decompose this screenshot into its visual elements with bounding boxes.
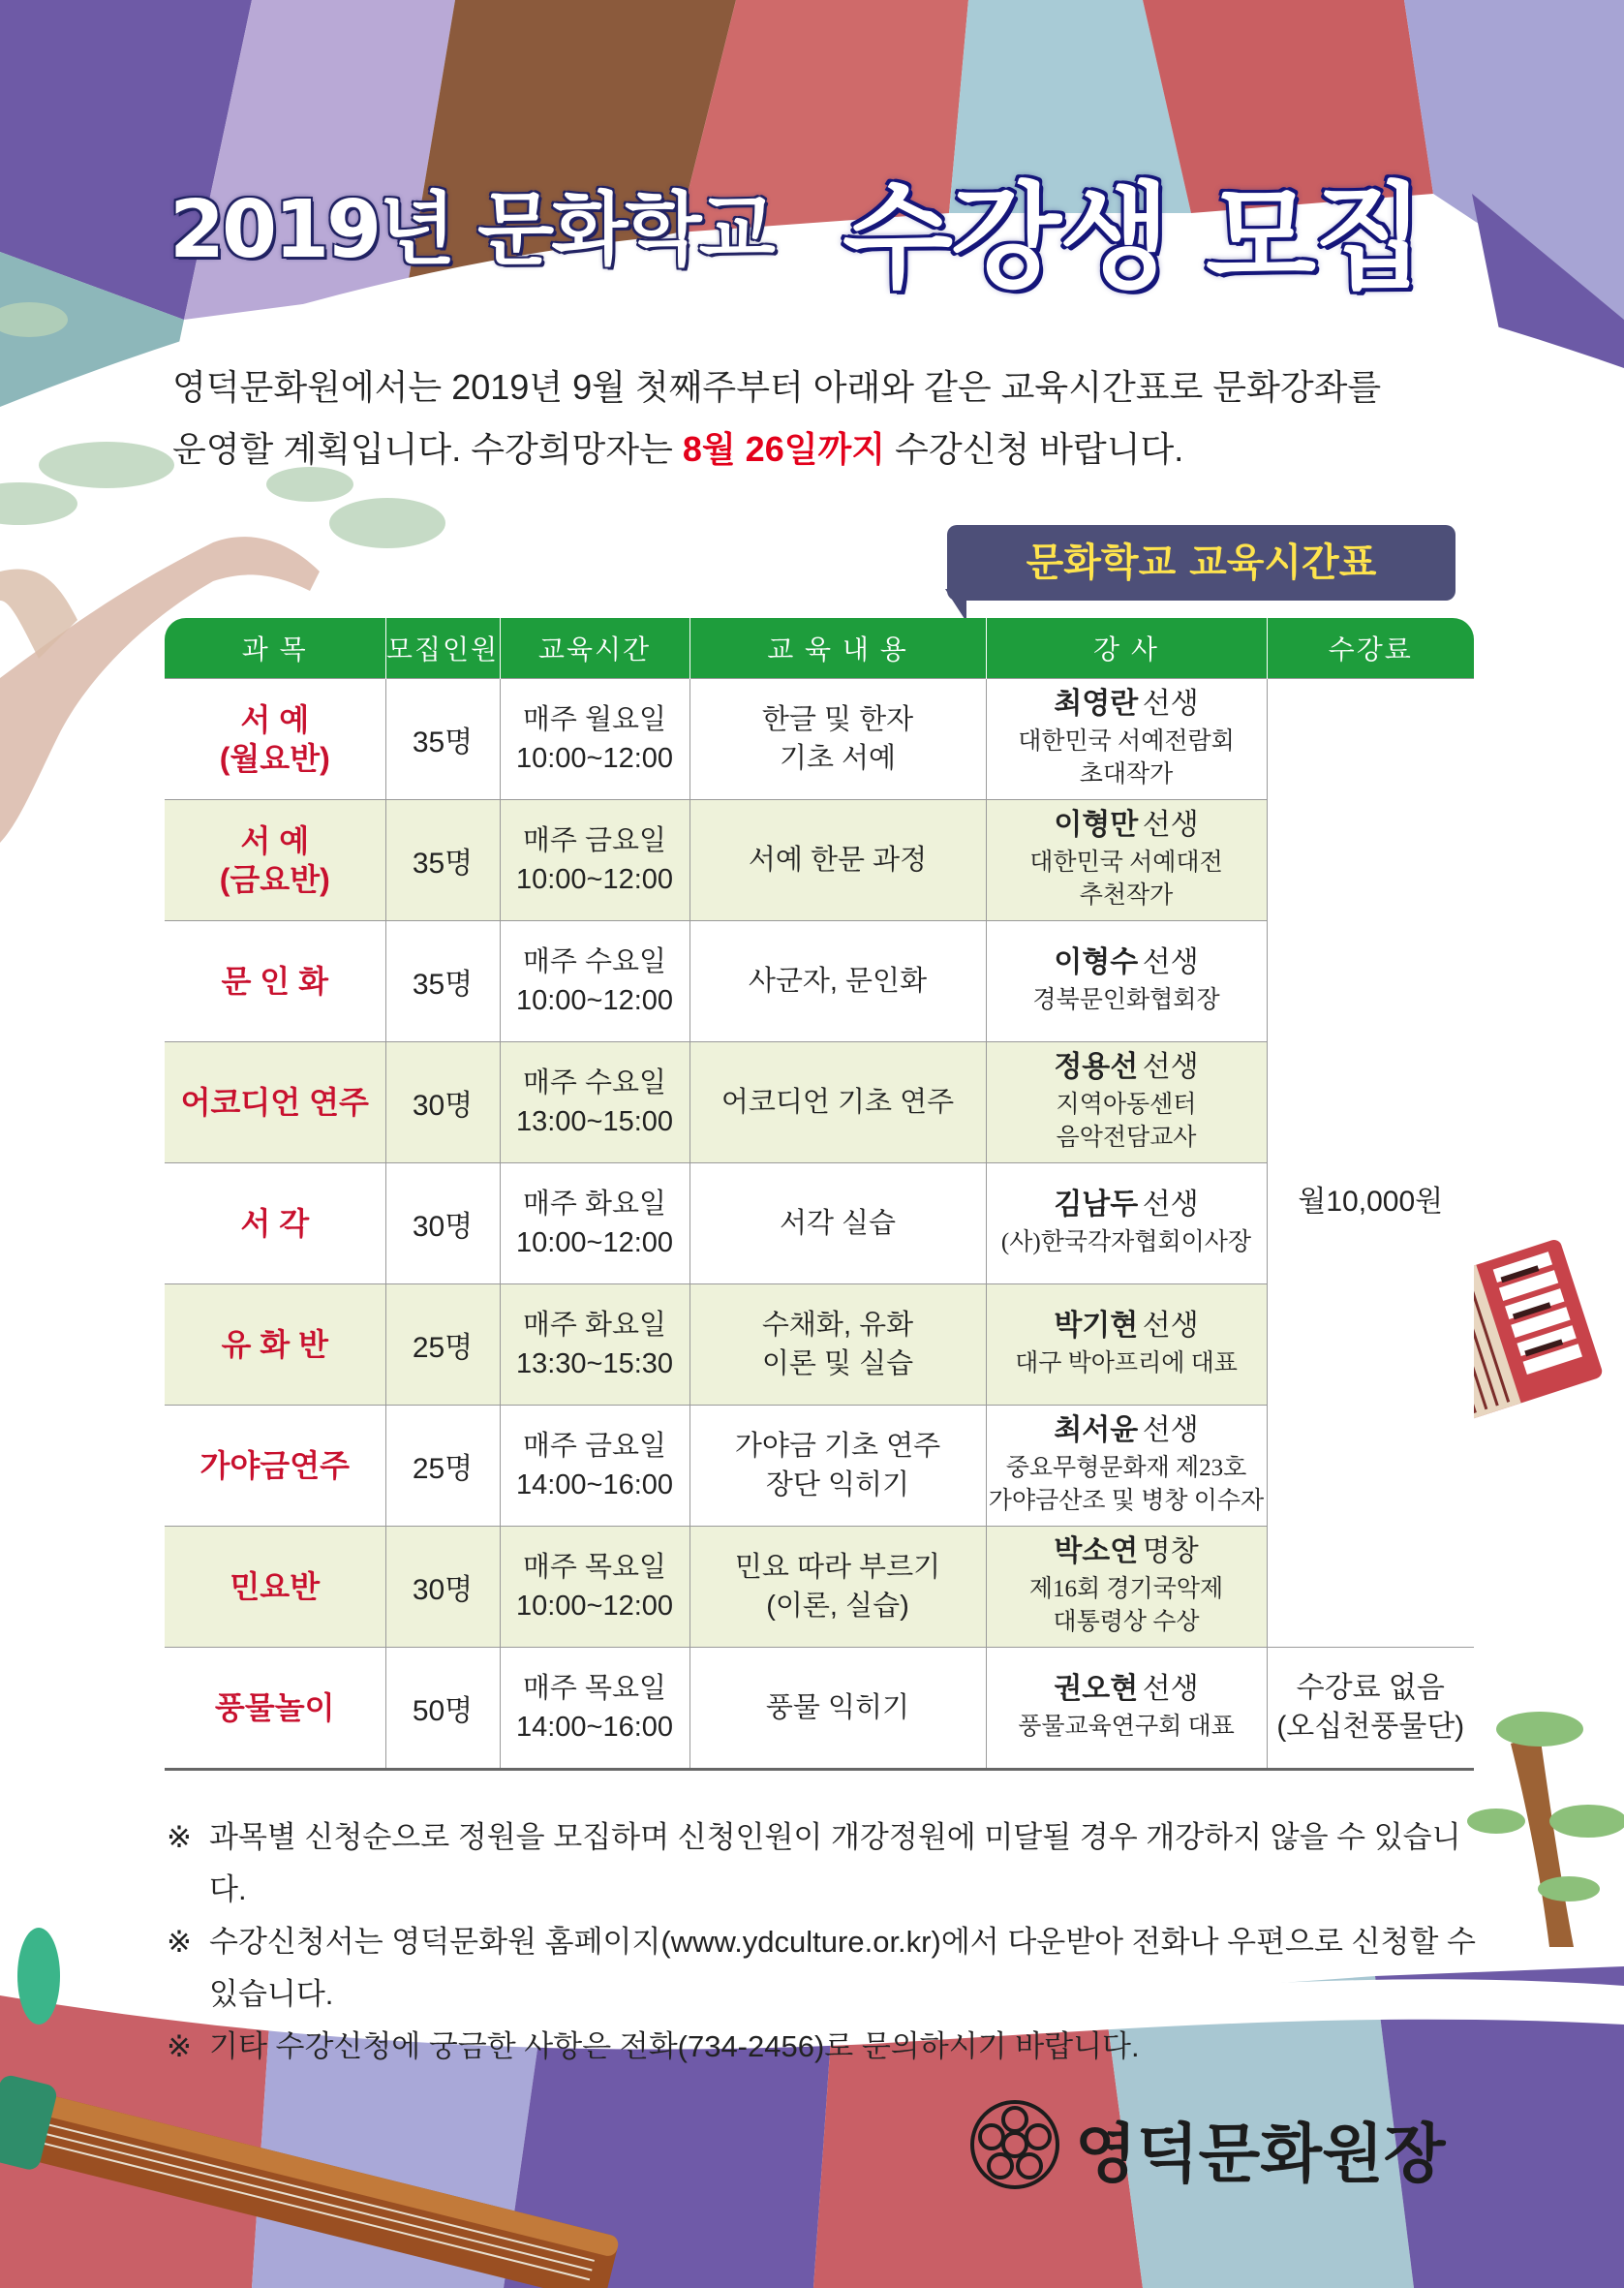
subject-cell: 가야금연주 bbox=[165, 1406, 385, 1527]
note-text: 과목별 신청순으로 정원을 모집하며 신청인원이 개강정원에 미달될 경우 개강하지 않을 수 있습니다. bbox=[209, 1820, 1461, 1906]
instructor-cell bbox=[986, 1648, 1267, 1770]
content-line-2: 기초 서예 bbox=[779, 743, 897, 774]
time-day: 매주 수요일 bbox=[522, 946, 667, 977]
content-cell: 서각 실습 bbox=[689, 1163, 986, 1284]
title-recruitment: 수강생 모집 bbox=[843, 170, 1424, 304]
time-day: 매주 화요일 bbox=[522, 1189, 667, 1220]
content-line-2: (이론, 실습) bbox=[766, 1591, 909, 1622]
subject-cell bbox=[165, 679, 385, 800]
fee-free-group: (오십천풍물단) bbox=[1276, 1711, 1465, 1743]
instructor-title: 선생 bbox=[1142, 1050, 1199, 1083]
content-line-2: 장단 익히기 bbox=[765, 1469, 910, 1500]
content-cell bbox=[689, 1284, 986, 1406]
instructor-affiliation-1: 지역아동센터 bbox=[1056, 1091, 1197, 1118]
timetable bbox=[165, 618, 1474, 1771]
time-day: 매주 목요일 bbox=[522, 1552, 667, 1583]
intro-line-1: 영덕문화원에서는 2019년 9월 첫째주부터 아래와 같은 교육시간표로 문화강좌를 bbox=[172, 367, 1382, 407]
instructor-name: 권오현 bbox=[1054, 1672, 1139, 1705]
time-day: 매주 수요일 bbox=[522, 1067, 667, 1098]
capacity-cell: 50명 bbox=[385, 1648, 500, 1770]
time-day: 매주 월요일 bbox=[522, 704, 667, 735]
instructor-cell bbox=[986, 1163, 1267, 1284]
instructor-name: 김남두 bbox=[1054, 1188, 1139, 1221]
instructor-cell bbox=[986, 1527, 1267, 1648]
content-line-1: 수채화, 유화 bbox=[761, 1310, 914, 1341]
time-cell bbox=[500, 1406, 689, 1527]
capacity-cell: 25명 bbox=[385, 1284, 500, 1406]
content-cell: 풍물 익히기 bbox=[689, 1648, 986, 1770]
organization-signature bbox=[968, 2092, 1511, 2199]
timetable-badge bbox=[947, 525, 1455, 601]
time-cell bbox=[500, 800, 689, 921]
instructor-affiliation-1: 풍물교육연구회 대표 bbox=[1018, 1713, 1235, 1740]
instructor-name: 최영란 bbox=[1054, 687, 1139, 720]
note-text: 수강신청서는 영덕문화원 홈페이지(www.ydculture.or.kr)에서 다운받아 전화나 우편으로 신청할 수 있습니다. bbox=[209, 1925, 1476, 2011]
note-item bbox=[167, 1811, 1484, 1916]
page-title bbox=[0, 145, 1624, 320]
content-line-1: 한글 및 한자 bbox=[761, 704, 914, 735]
note-mark: ※ bbox=[167, 1925, 192, 1959]
time-hours: 13:00~15:00 bbox=[515, 1106, 674, 1137]
subject-name: 서 예 bbox=[240, 823, 310, 858]
subject-cell: 어코디언 연주 bbox=[165, 1042, 385, 1163]
fee-cell-last bbox=[1267, 1648, 1474, 1770]
capacity-cell: 35명 bbox=[385, 679, 500, 800]
header-fee: 수강료 bbox=[1267, 618, 1474, 679]
timetable-header-row bbox=[165, 618, 1474, 679]
instructor-name: 최서윤 bbox=[1054, 1413, 1139, 1446]
fee-main: 월10,000원 bbox=[1298, 1186, 1444, 1218]
instructor-affiliation-1: 제16회 경기국악제 bbox=[1028, 1575, 1224, 1602]
content-cell bbox=[689, 1527, 986, 1648]
fee-free: 수강료 없음 bbox=[1296, 1672, 1445, 1704]
capacity-cell: 30명 bbox=[385, 1527, 500, 1648]
header-capacity: 모집인원 bbox=[385, 618, 500, 679]
time-cell bbox=[500, 921, 689, 1042]
instructor-cell bbox=[986, 1284, 1267, 1406]
header-subject: 과 목 bbox=[165, 618, 385, 679]
intro-line-2-post: 수강신청 바랍니다. bbox=[885, 429, 1184, 469]
intro-line-2 bbox=[172, 418, 1470, 480]
subject-cell: 서 각 bbox=[165, 1163, 385, 1284]
instructor-affiliation-2: 초대작가 bbox=[1079, 760, 1174, 788]
table-row bbox=[165, 1648, 1474, 1770]
instructor-title: 선생 bbox=[1142, 1309, 1199, 1342]
subject-cell: 유 화 반 bbox=[165, 1284, 385, 1406]
subject-sub: (금요반) bbox=[219, 862, 330, 897]
note-item bbox=[167, 1916, 1484, 2021]
instructor-affiliation-1: 경북문인화협회장 bbox=[1032, 986, 1220, 1013]
time-hours: 14:00~16:00 bbox=[515, 1469, 674, 1500]
capacity-cell: 25명 bbox=[385, 1406, 500, 1527]
note-text: 기타 수강신청에 궁금한 사항은 전화(734-2456)로 문의하시기 바랍니다. bbox=[209, 2029, 1140, 2063]
instructor-affiliation-2: 추천작가 bbox=[1079, 881, 1174, 909]
time-hours: 10:00~12:00 bbox=[515, 985, 674, 1016]
capacity-cell: 30명 bbox=[385, 1163, 500, 1284]
deadline-highlight: 8월 26일까지 bbox=[682, 429, 886, 469]
time-hours: 10:00~12:00 bbox=[515, 1591, 674, 1622]
header-content: 교 육 내 용 bbox=[689, 618, 986, 679]
content-cell: 사군자, 문인화 bbox=[689, 921, 986, 1042]
time-day: 매주 금요일 bbox=[522, 825, 667, 856]
instructor-affiliation-1: (사)한국각자협회이사장 bbox=[1000, 1228, 1252, 1255]
subject-cell: 풍물놀이 bbox=[165, 1648, 385, 1770]
time-day: 매주 금요일 bbox=[522, 1431, 667, 1462]
header-time: 교육시간 bbox=[500, 618, 689, 679]
instructor-cell bbox=[986, 921, 1267, 1042]
instructor-cell bbox=[986, 679, 1267, 800]
note-item bbox=[167, 2021, 1484, 2073]
instructor-affiliation-1: 대구 박아프리에 대표 bbox=[1015, 1349, 1238, 1376]
instructor-title: 선생 bbox=[1142, 687, 1199, 720]
time-hours: 13:30~15:30 bbox=[515, 1348, 674, 1379]
time-day: 매주 목요일 bbox=[522, 1673, 667, 1704]
instructor-cell bbox=[986, 1406, 1267, 1527]
time-hours: 10:00~12:00 bbox=[515, 864, 674, 895]
time-cell bbox=[500, 1042, 689, 1163]
content-cell bbox=[689, 1406, 986, 1527]
table-row bbox=[165, 679, 1474, 800]
notes bbox=[167, 1811, 1484, 2073]
content-line-1: 서예 한문 과정 bbox=[748, 845, 928, 876]
instructor-cell bbox=[986, 1042, 1267, 1163]
timetable-badge-label: 문화학교 교육시간표 bbox=[1026, 541, 1377, 585]
time-cell bbox=[500, 1284, 689, 1406]
capacity-cell: 30명 bbox=[385, 1042, 500, 1163]
instructor-affiliation-1: 중요무형문화재 제23호 bbox=[1005, 1454, 1247, 1481]
instructor-affiliation-2: 가야금산조 및 병창 이수자 bbox=[988, 1487, 1265, 1514]
instructor-name: 이형수 bbox=[1054, 945, 1139, 978]
time-cell bbox=[500, 679, 689, 800]
instructor-title: 선생 bbox=[1142, 1413, 1199, 1446]
instructor-affiliation-2: 대통령상 수상 bbox=[1053, 1608, 1200, 1635]
subject-name: 서 예 bbox=[240, 702, 310, 737]
culture-center-logo-icon bbox=[968, 2098, 1061, 2191]
instructor-title: 선생 bbox=[1142, 1188, 1199, 1221]
note-mark: ※ bbox=[167, 2029, 192, 2063]
content-cell: 어코디언 기초 연주 bbox=[689, 1042, 986, 1163]
instructor-affiliation-2: 음악전담교사 bbox=[1056, 1124, 1197, 1151]
content-cell bbox=[689, 800, 986, 921]
intro-line-2-pre: 운영할 계획입니다. 수강희망자는 bbox=[172, 429, 683, 469]
subject-sub: (월요반) bbox=[219, 741, 330, 776]
instructor-affiliation-1: 대한민국 서예전람회 bbox=[1018, 727, 1235, 755]
instructor-name: 이형만 bbox=[1054, 808, 1139, 841]
instructor-name: 정용선 bbox=[1054, 1050, 1139, 1083]
instructor-title: 선생 bbox=[1142, 945, 1199, 978]
instructor-title: 명창 bbox=[1142, 1534, 1199, 1567]
time-cell bbox=[500, 1648, 689, 1770]
content-line-1: 민요 따라 부르기 bbox=[734, 1552, 941, 1583]
content-cell bbox=[689, 679, 986, 800]
capacity-cell: 35명 bbox=[385, 800, 500, 921]
time-hours: 10:00~12:00 bbox=[515, 1227, 674, 1258]
instructor-affiliation-1: 대한민국 서예대전 bbox=[1029, 849, 1223, 876]
time-day: 매주 화요일 bbox=[522, 1310, 667, 1341]
intro-paragraph bbox=[172, 356, 1470, 480]
subject-cell bbox=[165, 800, 385, 921]
organization-name: 영덕문화원장 bbox=[1075, 2116, 1446, 2191]
instructor-title: 선생 bbox=[1142, 808, 1199, 841]
title-year-school: 2019년 문화학교 bbox=[169, 184, 773, 276]
fee-cell-main bbox=[1267, 679, 1474, 1648]
time-cell bbox=[500, 1527, 689, 1648]
time-hours: 14:00~16:00 bbox=[515, 1712, 674, 1743]
note-mark: ※ bbox=[167, 1820, 192, 1854]
content-line-2: 이론 및 실습 bbox=[761, 1348, 914, 1379]
instructor-name: 박소연 bbox=[1054, 1534, 1139, 1567]
capacity-cell: 35명 bbox=[385, 921, 500, 1042]
instructor-cell bbox=[986, 800, 1267, 921]
subject-cell: 문 인 화 bbox=[165, 921, 385, 1042]
instructor-name: 박기현 bbox=[1054, 1309, 1139, 1342]
subject-cell: 민요반 bbox=[165, 1527, 385, 1648]
instructor-title: 선생 bbox=[1142, 1672, 1199, 1705]
time-hours: 10:00~12:00 bbox=[515, 743, 674, 774]
header-instructor: 강 사 bbox=[986, 618, 1267, 679]
content-line-1: 가야금 기초 연주 bbox=[734, 1431, 941, 1462]
time-cell bbox=[500, 1163, 689, 1284]
